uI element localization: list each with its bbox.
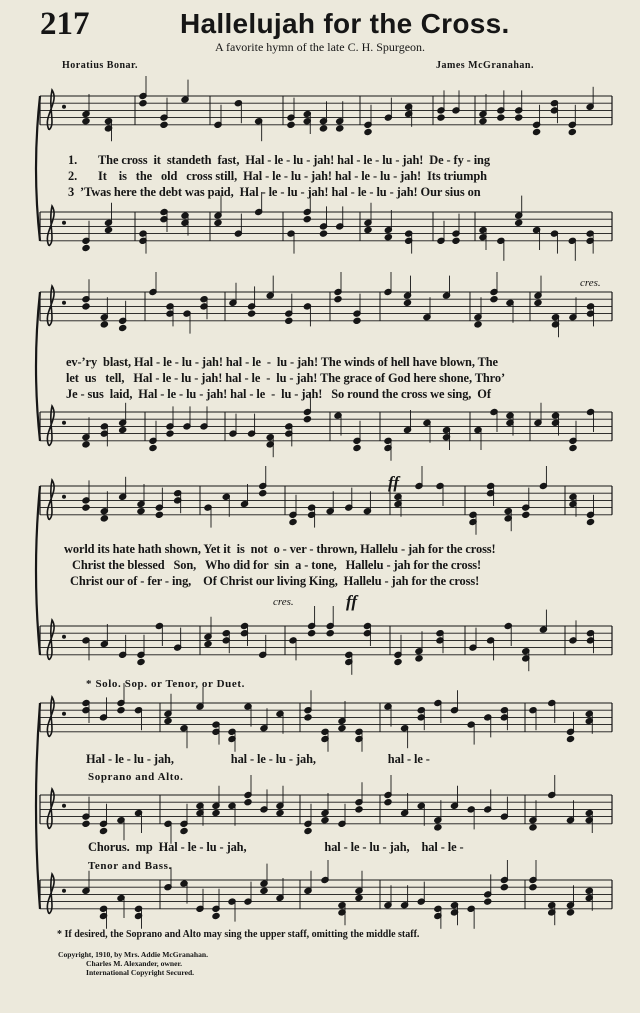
- cres-marking: cres.: [580, 277, 601, 289]
- staff-s2-bass-note: [569, 444, 577, 451]
- verse-1-line-2: ev-’ry blast, Hal - le - lu - jah! hal - le - lu - jah! The winds of hell have blown, The: [66, 355, 498, 369]
- staff-s4-tb-note: [566, 909, 574, 916]
- staff-s4-tb-note: [500, 884, 508, 891]
- staff-s2-bass-note: [82, 441, 90, 448]
- staff-s4-tb-note: [529, 884, 537, 891]
- verse-3-line-3: Christ our of - fer - ing, Of Christ our living King, Hallelu - jah for the cross!: [70, 574, 480, 588]
- staff-s4-tb-note: [260, 887, 268, 894]
- staff-s4-sa-note: [212, 809, 220, 816]
- staff-s4-sa-note: [321, 817, 329, 824]
- staff-s4-tb-note: [212, 912, 220, 919]
- staff-s1-treble-note: [515, 114, 523, 121]
- staff-s2-treble-note: [490, 296, 498, 303]
- staff-s3-treble-flat-mark: [63, 495, 66, 498]
- verse-1-line-3: world its hate hath shown, Yet it is not o - ver - thrown, Hallelu - jah for the cross!: [64, 542, 496, 556]
- composer-credit: James McGranahan.: [436, 60, 534, 71]
- hymn-subtitle: A favorite hymn of the late C. H. Spurgeon.: [214, 40, 426, 54]
- staff-s2-treble-note: [285, 317, 293, 324]
- verse-2-line-3: Christ the blessed Son, Who did for sin a - tone, Hallelu - jah for the cross!: [72, 558, 482, 572]
- staff-s4-sa-note: [529, 824, 537, 831]
- staff-s1-treble-note: [437, 114, 445, 121]
- staff-s1-bass-note: [384, 234, 392, 241]
- copyright-line-1: Copyright, 1910, by Mrs. Addie McGranahan.: [58, 950, 208, 959]
- staff-s3-bass-note: [204, 640, 212, 647]
- staff-s3-bass-note: [308, 630, 316, 637]
- staff-s4-sa-note: [434, 824, 442, 831]
- verse-3-line-1: ’Twas here the debt was paid, Hal - le - lu - jah! hal - le - lu - jah! Our sius on: [80, 185, 481, 199]
- staff-s3-bass-note: [415, 655, 423, 662]
- staff-s1-treble-note: [497, 114, 505, 121]
- tenor-bass-label: Tenor and Bass.: [88, 860, 172, 872]
- staff-s2-treble-note: [100, 321, 108, 328]
- staff-s4-solo-note: [117, 707, 125, 714]
- staff-s3-treble-note: [289, 518, 297, 525]
- staff-s1-bass-flat-mark: [63, 221, 66, 224]
- staff-s1-bass-note: [452, 237, 460, 244]
- staff-s1-treble-note: [568, 128, 576, 135]
- staff-s2-treble-note: [353, 317, 361, 324]
- staff-s1-treble-note: [82, 118, 90, 125]
- staff-s3-bass-note: [394, 658, 402, 665]
- staff-s4-sa-note: [82, 820, 90, 827]
- staff-s1-treble-note: [479, 118, 487, 125]
- staff-s1-bass-note: [364, 226, 372, 233]
- staff-s2-bass-note: [303, 416, 311, 423]
- staff-s4-solo-note: [338, 725, 346, 732]
- staff-s3-treble-note: [155, 511, 163, 518]
- footnote: * If desired, the Soprano and Alto may sing the upper staff, omitting the middle staff.: [57, 929, 420, 940]
- staff-s1-treble-flat-mark: [63, 105, 66, 108]
- staff-s2-treble-note: [474, 321, 482, 328]
- staff-s4-sa-note: [276, 809, 284, 816]
- cres-marking-lower: cres.: [273, 596, 294, 608]
- staff-s2-treble-note: [403, 299, 411, 306]
- staff-s2-bass-note: [166, 430, 174, 437]
- staff-s3-treble-note: [82, 504, 90, 511]
- ff-marking: ff: [388, 473, 400, 492]
- staff-s3-treble-note: [259, 490, 267, 497]
- staff-s1-treble-note: [336, 125, 344, 132]
- chorus-lyrics: Chorus. mp Hal - le - lu - jah, hal - le - lu - jah, hal - le -: [88, 840, 464, 854]
- staff-s3-treble-note: [522, 511, 530, 518]
- staff-s3-treble-note: [100, 515, 108, 522]
- staff-s2-treble-note: [82, 303, 90, 310]
- soprano-alto-label: Soprano and Alto.: [88, 771, 184, 783]
- staff-s2-treble-note: [534, 299, 542, 306]
- staff-s4-solo-note: [164, 717, 172, 724]
- staff-s1-bass-note: [303, 216, 311, 223]
- staff-s2-bass-note: [149, 444, 157, 451]
- verse-3-number: 3: [68, 185, 75, 199]
- staff-s1-treble-note: [160, 121, 168, 128]
- staff-s2-treble-note: [334, 296, 342, 303]
- staff-s1-treble-note: [139, 100, 147, 107]
- staff-s4-solo-note: [566, 735, 574, 742]
- staff-s1-bass-note: [515, 219, 523, 226]
- staff-s4-tb-note: [484, 898, 492, 905]
- verse-1-line-1: The cross it standeth fast, Hal - le - lu - jah! hal - le - lu - jah! De - fy - ing: [98, 153, 490, 167]
- verse-2-line-2: let us tell, Hal - le - lu - jah! hal - le - lu - jah! The grace of God here shone, Thro’: [66, 371, 505, 385]
- staff-s2-treble-flat-mark: [63, 301, 66, 304]
- verse-2-line-1: It is the old cross still, Hal - le - lu - jah! hal - le - lu - jah! Its triumph: [98, 169, 487, 183]
- staff-s3-bass-note: [326, 630, 334, 637]
- staff-s4-sa-note: [304, 827, 312, 834]
- staff-s2-treble-note: [248, 310, 256, 317]
- staff-s1-treble-note: [319, 125, 327, 132]
- copyright-line-3: International Copyright Secured.: [86, 968, 195, 977]
- solo-instruction: * Solo. Sop. or Tenor, or Duet.: [86, 678, 245, 690]
- staff-s4-tb-flat-mark: [63, 889, 66, 892]
- staff-s4-sa-note: [99, 827, 107, 834]
- staff-s3-bass-note: [137, 658, 145, 665]
- staff-s2-bass-flat-mark: [63, 421, 66, 424]
- author-credit: Horatius Bonar.: [62, 60, 139, 71]
- staff-s2-bass-note: [119, 426, 127, 433]
- staff-s1-treble-note: [364, 128, 372, 135]
- verse-3-line-2: Je - sus laid, Hal - le - lu - jah! hal - le - lu - jah! So round the cross we sing, Of: [66, 387, 491, 401]
- staff-s2-bass-note: [353, 444, 361, 451]
- ff-marking-lower: ff: [346, 592, 358, 611]
- hymn-number: 217: [40, 6, 90, 42]
- staff-s4-sa-note: [355, 806, 363, 813]
- copyright-line-2: Charles M. Alexander, owner.: [86, 959, 183, 968]
- verse-1-number: 1.: [68, 153, 78, 167]
- staff-s1-bass-note: [319, 230, 327, 237]
- staff-s4-sa-note: [180, 827, 188, 834]
- solo-lyrics: Hal - le - lu - jah, hal - le - lu - jah, hal - le -: [86, 752, 430, 766]
- staff-s1-bass-note: [214, 219, 222, 226]
- verse-2-number: 2.: [68, 169, 78, 183]
- hymn-title: Hallelujah for the Cross.: [180, 8, 510, 39]
- staff-s1-treble-note: [287, 121, 295, 128]
- staff-s1-bass-note: [82, 244, 90, 251]
- staff-s3-treble-note: [137, 508, 145, 515]
- staff-s4-sa-note: [384, 799, 392, 806]
- staff-s2-treble-note: [119, 324, 127, 331]
- staff-s4-sa-note: [244, 799, 252, 806]
- staff-s4-solo-flat-mark: [63, 712, 66, 715]
- staff-s1-treble-note: [532, 128, 540, 135]
- staff-s4-solo-note: [304, 714, 312, 721]
- staff-s1-bass-note: [104, 226, 112, 233]
- staff-s3-treble-note: [586, 518, 594, 525]
- staff-s4-tb-note: [355, 894, 363, 901]
- staff-s4-sa-flat-mark: [63, 804, 66, 807]
- staff-s3-bass-flat-mark: [63, 635, 66, 638]
